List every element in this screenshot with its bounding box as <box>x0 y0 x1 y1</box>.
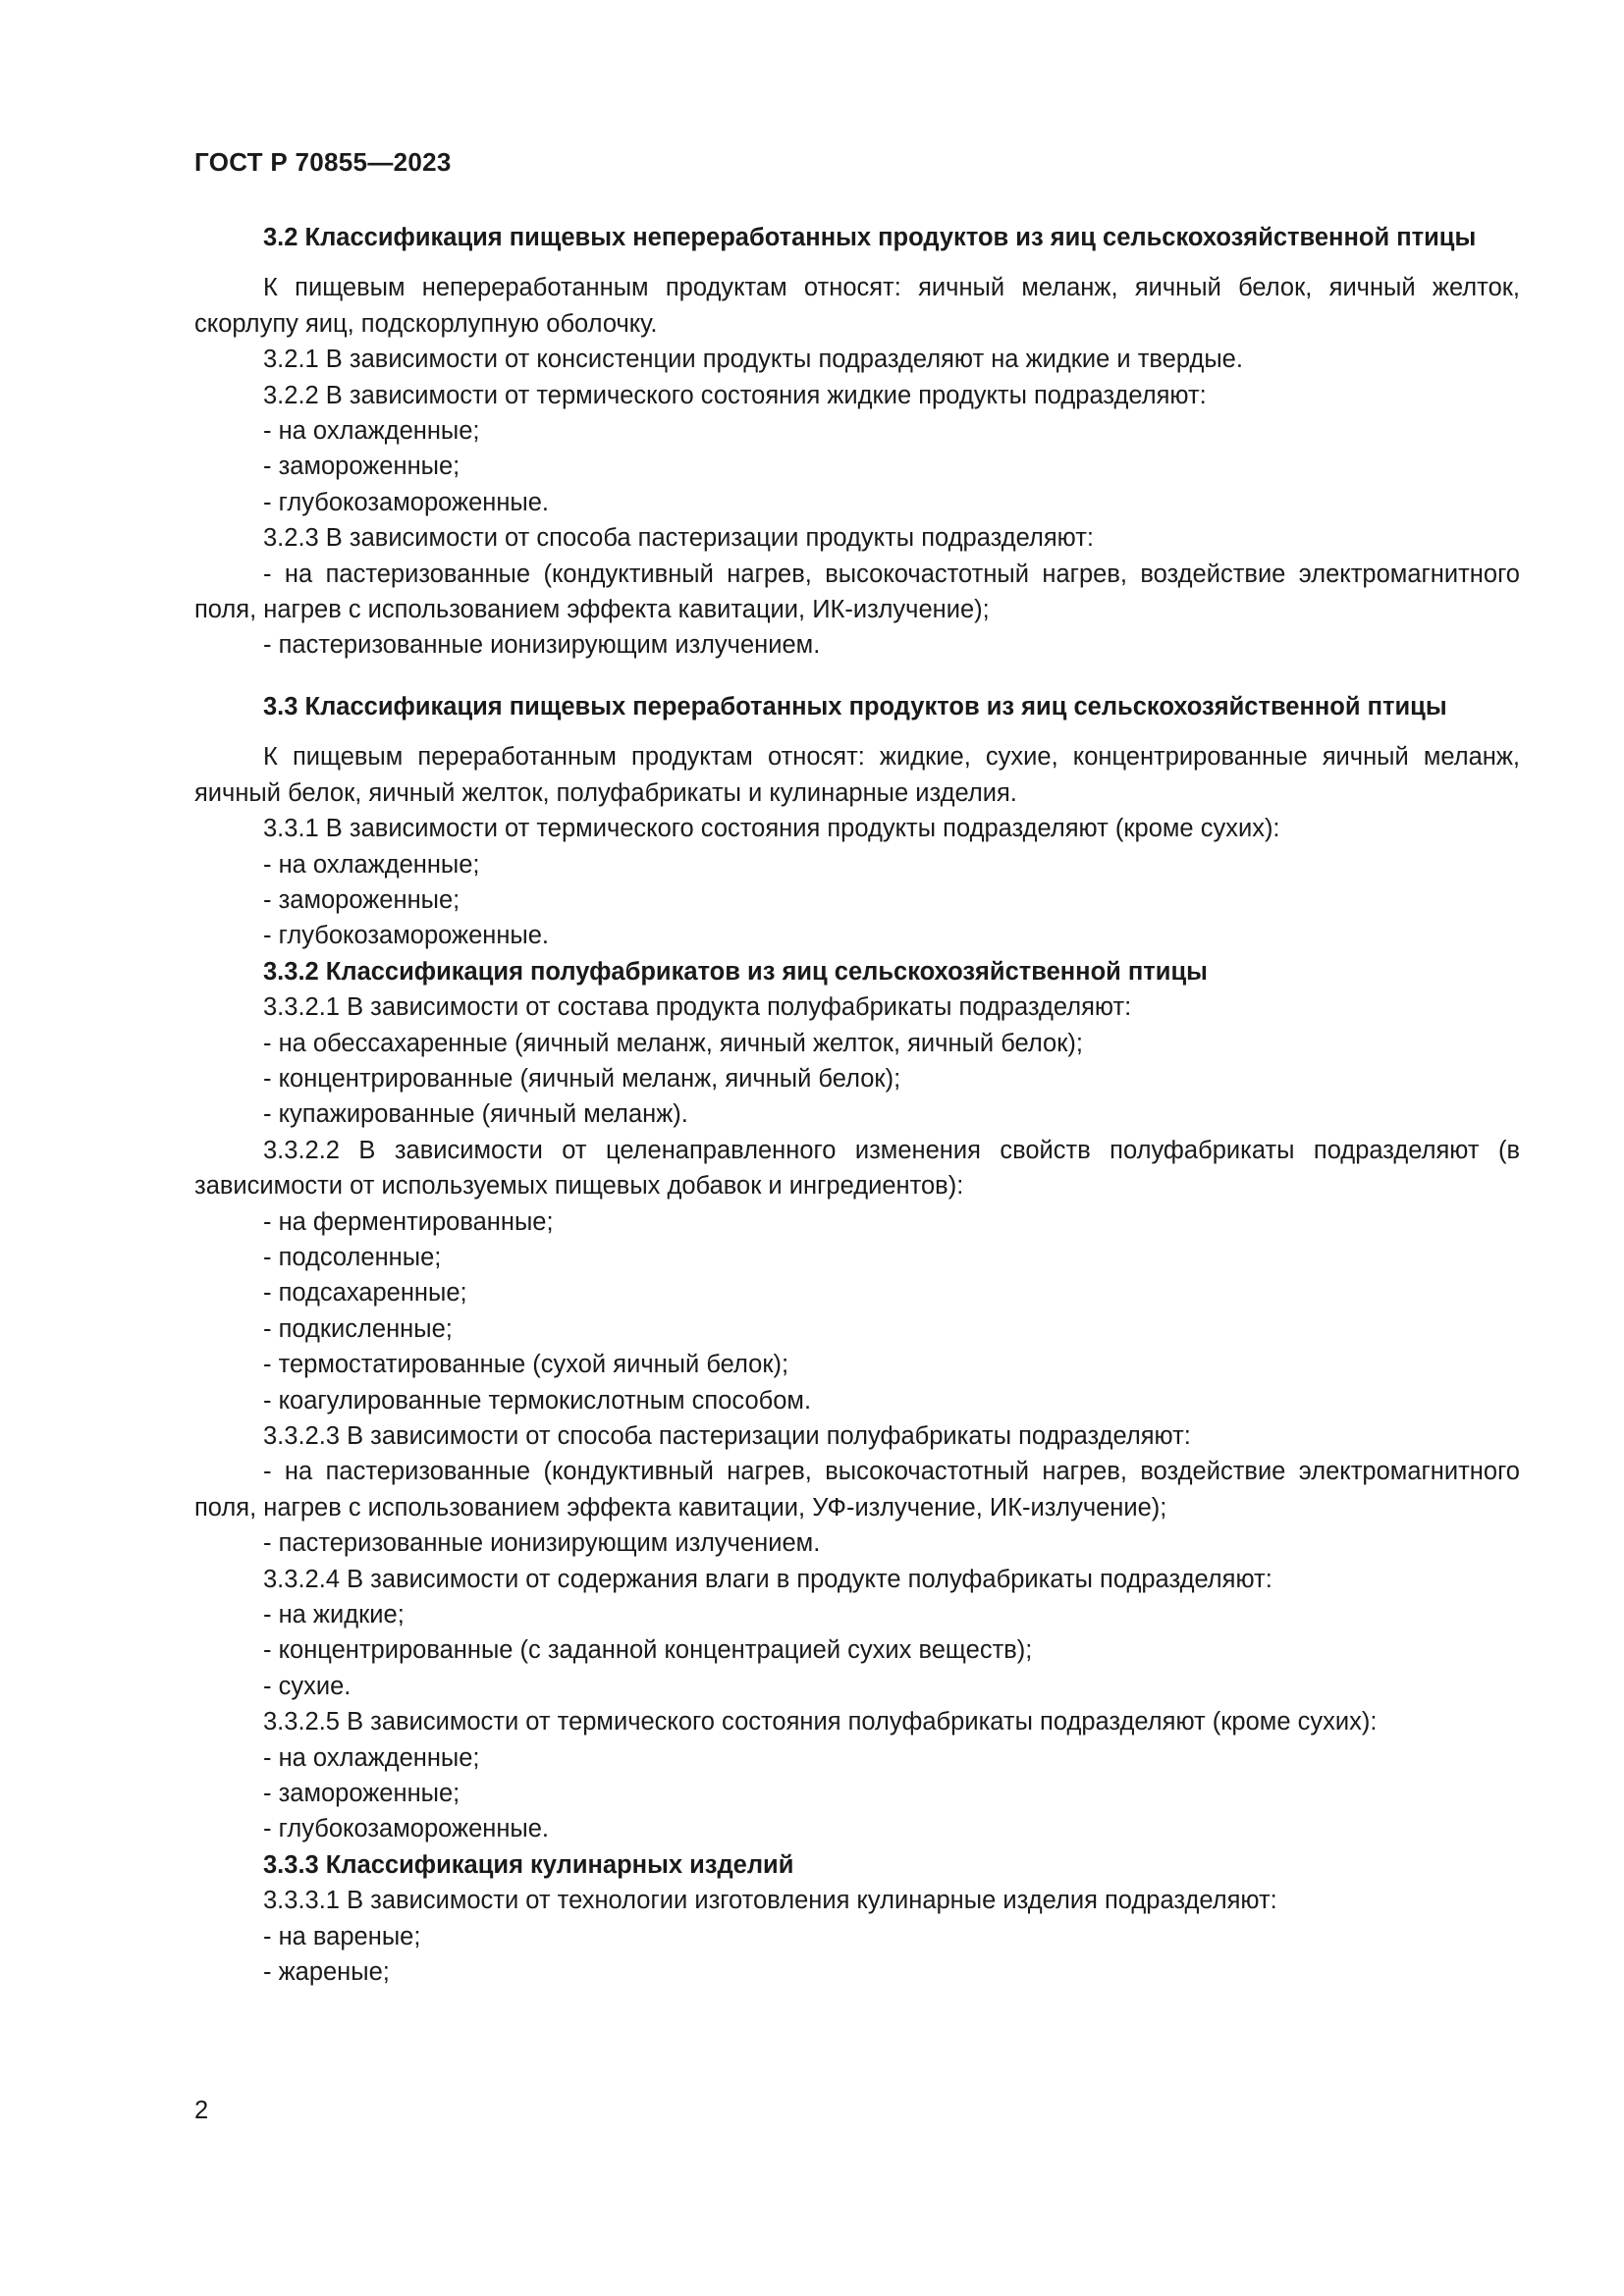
list-item: - подсоленные; <box>263 1243 442 1271</box>
list-item: - сухие. <box>263 1672 352 1700</box>
list-item: - коагулированные термокислотным способом. <box>263 1386 812 1415</box>
list-item: - на охлажденные; <box>263 850 480 879</box>
list-item: - глубокозамороженные. <box>263 488 550 516</box>
list-item: - на охлажденные; <box>263 417 480 446</box>
list-item: - замороженные; <box>263 1780 460 1808</box>
subsection-3-3-2-heading: 3.3.2 Классификация полуфабрикатов из яиц сельскохозяйственной птицы <box>263 957 1208 986</box>
clause-3-3-3-1: 3.3.3.1 В зависимости от технологии изготовления кулинарные изделия подразделяют: <box>263 1887 1277 1915</box>
list-item: - пастеризованные ионизирующим излучением. <box>263 631 821 660</box>
page-content <box>194 220 1520 1991</box>
list-item: - купажированные (яичный меланж). <box>263 1100 688 1129</box>
section-3-2-heading: 3.2 Классификация пищевых непереработанных продуктов из яиц сельскохозяйственной птицы <box>263 224 1477 251</box>
list-item: - на пастеризованные (кондуктивный нагрев, высокочастотный нагрев, воздействие электромагнитного поля, нагрев с использованием эффекта кавитации, ИК-излучение); <box>194 560 1520 624</box>
clause-3-3-1: 3.3.1 В зависимости от термического состояния продукты подразделяют (кроме сухих): <box>263 815 1280 843</box>
page-number: 2 <box>194 2097 209 2124</box>
section-3-2-intro: К пищевым непереработанным продуктам относят: яичный меланж, яичный белок, яичный желток, скорлупу яиц, подскорлупную оболочку. <box>194 274 1520 338</box>
list-item: - жареные; <box>263 1958 390 1987</box>
list-item: - на обессахаренные (яичный меланж, яичный желток, яичный белок); <box>263 1029 1083 1057</box>
subsection-3-3-3-heading: 3.3.3 Классификация кулинарных изделий <box>263 1850 794 1879</box>
list-item: - на вареные; <box>263 1922 421 1950</box>
list-item: - на пастеризованные (кондуктивный нагрев, высокочастотный нагрев, воздействие электромагнитного поля, нагрев с использованием эффекта кавитации, УФ-излучение, ИК-излучение); <box>194 1458 1520 1522</box>
list-item: - на жидкие; <box>263 1601 405 1629</box>
list-item: - на ферментированные; <box>263 1207 554 1236</box>
list-item: - подсахаренные; <box>263 1279 467 1308</box>
list-item: - на охлажденные; <box>263 1743 480 1772</box>
section-3-3-intro: К пищевым переработанным продуктам относят: жидкие, сухие, концентрированные яичный меланж, яичный белок, яичный желток, полуфабрикаты и кулинарные изделия. <box>194 743 1520 807</box>
clause-3-3-2-2: 3.3.2.2 В зависимости от целенаправленного изменения свойств полуфабрикаты подразделяют (в зависимости от используемых пищевых добавок и ингредиентов): <box>194 1136 1520 1201</box>
list-item: - глубокозамороженные. <box>263 1815 550 1843</box>
document-header: ГОСТ Р 70855—2023 <box>194 147 452 177</box>
clause-3-3-2-3: 3.3.2.3 В зависимости от способа пастеризации полуфабрикаты подразделяют: <box>263 1422 1191 1450</box>
list-item: - замороженные; <box>263 885 460 914</box>
list-item: - пастеризованные ионизирующим излучением. <box>263 1529 821 1558</box>
list-item: - концентрированные (яичный меланж, яичный белок); <box>263 1064 901 1093</box>
section-3-3-heading: 3.3 Классификация пищевых переработанных продуктов из яиц сельскохозяйственной птицы <box>263 692 1447 721</box>
clause-3-2-1: 3.2.1 В зависимости от консистенции продукты подразделяют на жидкие и твердые. <box>263 346 1243 374</box>
list-item: - глубокозамороженные. <box>263 922 550 950</box>
clause-3-3-2-4: 3.3.2.4 В зависимости от содержания влаги в продукте полуфабрикаты подразделяют: <box>263 1565 1272 1593</box>
clause-3-2-2: 3.2.2 В зависимости от термического состояния жидкие продукты подразделяют: <box>263 381 1207 409</box>
clause-3-2-3: 3.2.3 В зависимости от способа пастеризации продукты подразделяют: <box>263 524 1094 553</box>
list-item: - замороженные; <box>263 453 460 481</box>
list-item: - подкисленные; <box>263 1314 453 1343</box>
list-item: - термостатированные (сухой яичный белок); <box>263 1351 789 1379</box>
clause-3-3-2-5: 3.3.2.5 В зависимости от термического состояния полуфабрикаты подразделяют (кроме сухих): <box>263 1708 1378 1736</box>
clause-3-3-2-1: 3.3.2.1 В зависимости от состава продукта полуфабрикаты подразделяют: <box>263 993 1132 1022</box>
list-item: - концентрированные (с заданной концентрацией сухих веществ); <box>263 1636 1033 1665</box>
